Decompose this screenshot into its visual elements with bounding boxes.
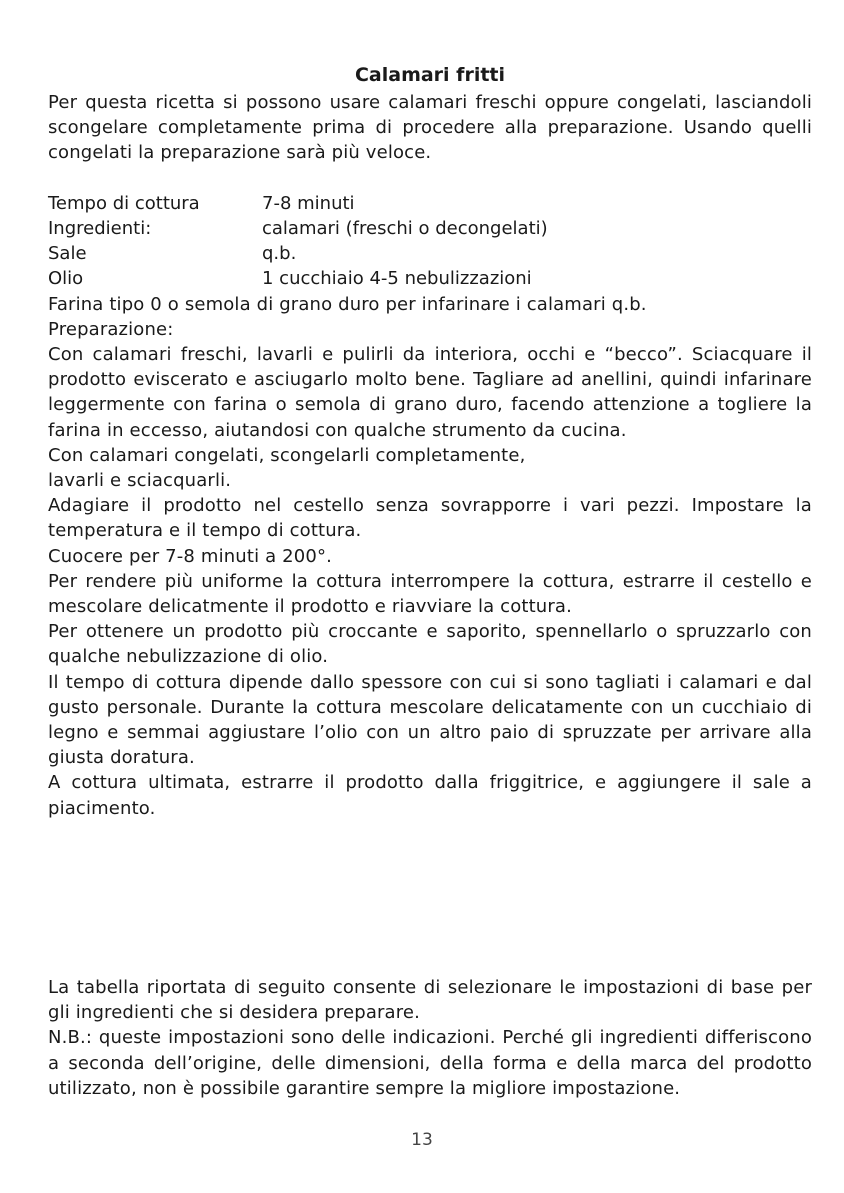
recipe-title: Calamari fritti [354, 64, 506, 86]
step-paragraph: Con calamari congelati, scongelarli completamente, [48, 444, 526, 466]
recipe-section [48, 62, 812, 821]
detail-label: Sale [48, 243, 87, 265]
page-number: 13 [411, 1130, 433, 1150]
step-paragraph: lavarli e sciacquarli. [48, 470, 232, 492]
table-note: La tabella riportata di seguito consente di selezionare le impostazioni di base per gli ingredienti che si desidera preparare. [48, 977, 812, 1024]
step-paragraph: Adagiare il prodotto nel cestello senza sovrapporre i vari pezzi. Impostare la temperatura e il tempo di cottura. [48, 495, 812, 542]
step-paragraph: Per ottenere un prodotto più croccante e saporito, spennellarlo o spruzzarlo con qualche nebulizzazione di olio. [48, 621, 812, 668]
step-paragraph: Cuocere per 7-8 minuti a 200°. [48, 545, 332, 567]
step-paragraph: Per rendere più uniforme la cottura interrompere la cottura, estrarre il cestello e mescolare delicatmente il prodotto e riavviare la cottura. [48, 570, 812, 618]
details-list [48, 191, 812, 292]
spacer [48, 166, 812, 191]
preparation-heading: Preparazione: [48, 318, 174, 340]
step-paragraph: Con calamari freschi, lavarli e pulirli da interiora, occhi e “becco”. Sciacquare il prodotto eviscerato e asciugarlo molto bene. Tagliare ad anellini, quindi infarinare leggermente con farina o semola di grano duro, facendo attenzione a togliere la farina in eccesso, aiutandosi con qualche strumento da cucina. [48, 344, 812, 441]
detail-label: Olio [48, 268, 84, 290]
detail-row-salt [48, 241, 812, 266]
detail-row-ingredients [48, 216, 812, 241]
detail-value: 7-8 minuti [262, 192, 355, 214]
detail-row-oil [48, 266, 812, 291]
nb-note: N.B.: queste impostazioni sono delle indicazioni. Perché gli ingredienti differiscono a seconda dell’origine, delle dimensioni, della forma e della marca del prodotto utilizzato, non è possibile garantire sempre la migliore impostazione. [48, 1027, 812, 1099]
detail-label: Tempo di cottura [48, 192, 200, 214]
detail-label: Ingredienti: [48, 218, 152, 239]
detail-value: calamari (freschi o decongelati) [262, 218, 548, 239]
step-paragraph: Il tempo di cottura dipende dallo spessore con cui si sono tagliati i calamari e dal gusto personale. Durante la cottura mescolare delicatamente con un cucchiaio di legno e semmai aggiustare l’olio con un altro paio di spruzzate per arrivare alla giusta doratura. [48, 671, 812, 769]
intro-paragraph: Per questa ricetta si possono usare calamari freschi oppure congelati, lasciandoli scongelare completamente prima di procedere alla preparazione. Usando quelli congelati la preparazione sarà più veloce. [48, 92, 812, 164]
step-paragraph: A cottura ultimata, estrarre il prodotto dalla friggitrice, e aggiungere il sale a piacimento. [48, 772, 812, 819]
table-introduction [48, 975, 812, 1101]
detail-value: 1 cucchiaio 4-5 nebulizzazioni [262, 268, 532, 290]
preparation-steps [48, 342, 812, 821]
detail-value: q.b. [262, 243, 297, 265]
detail-row-time [48, 191, 812, 216]
flour-line: Farina tipo 0 o semola di grano duro per infarinare i calamari q.b. [48, 293, 647, 315]
